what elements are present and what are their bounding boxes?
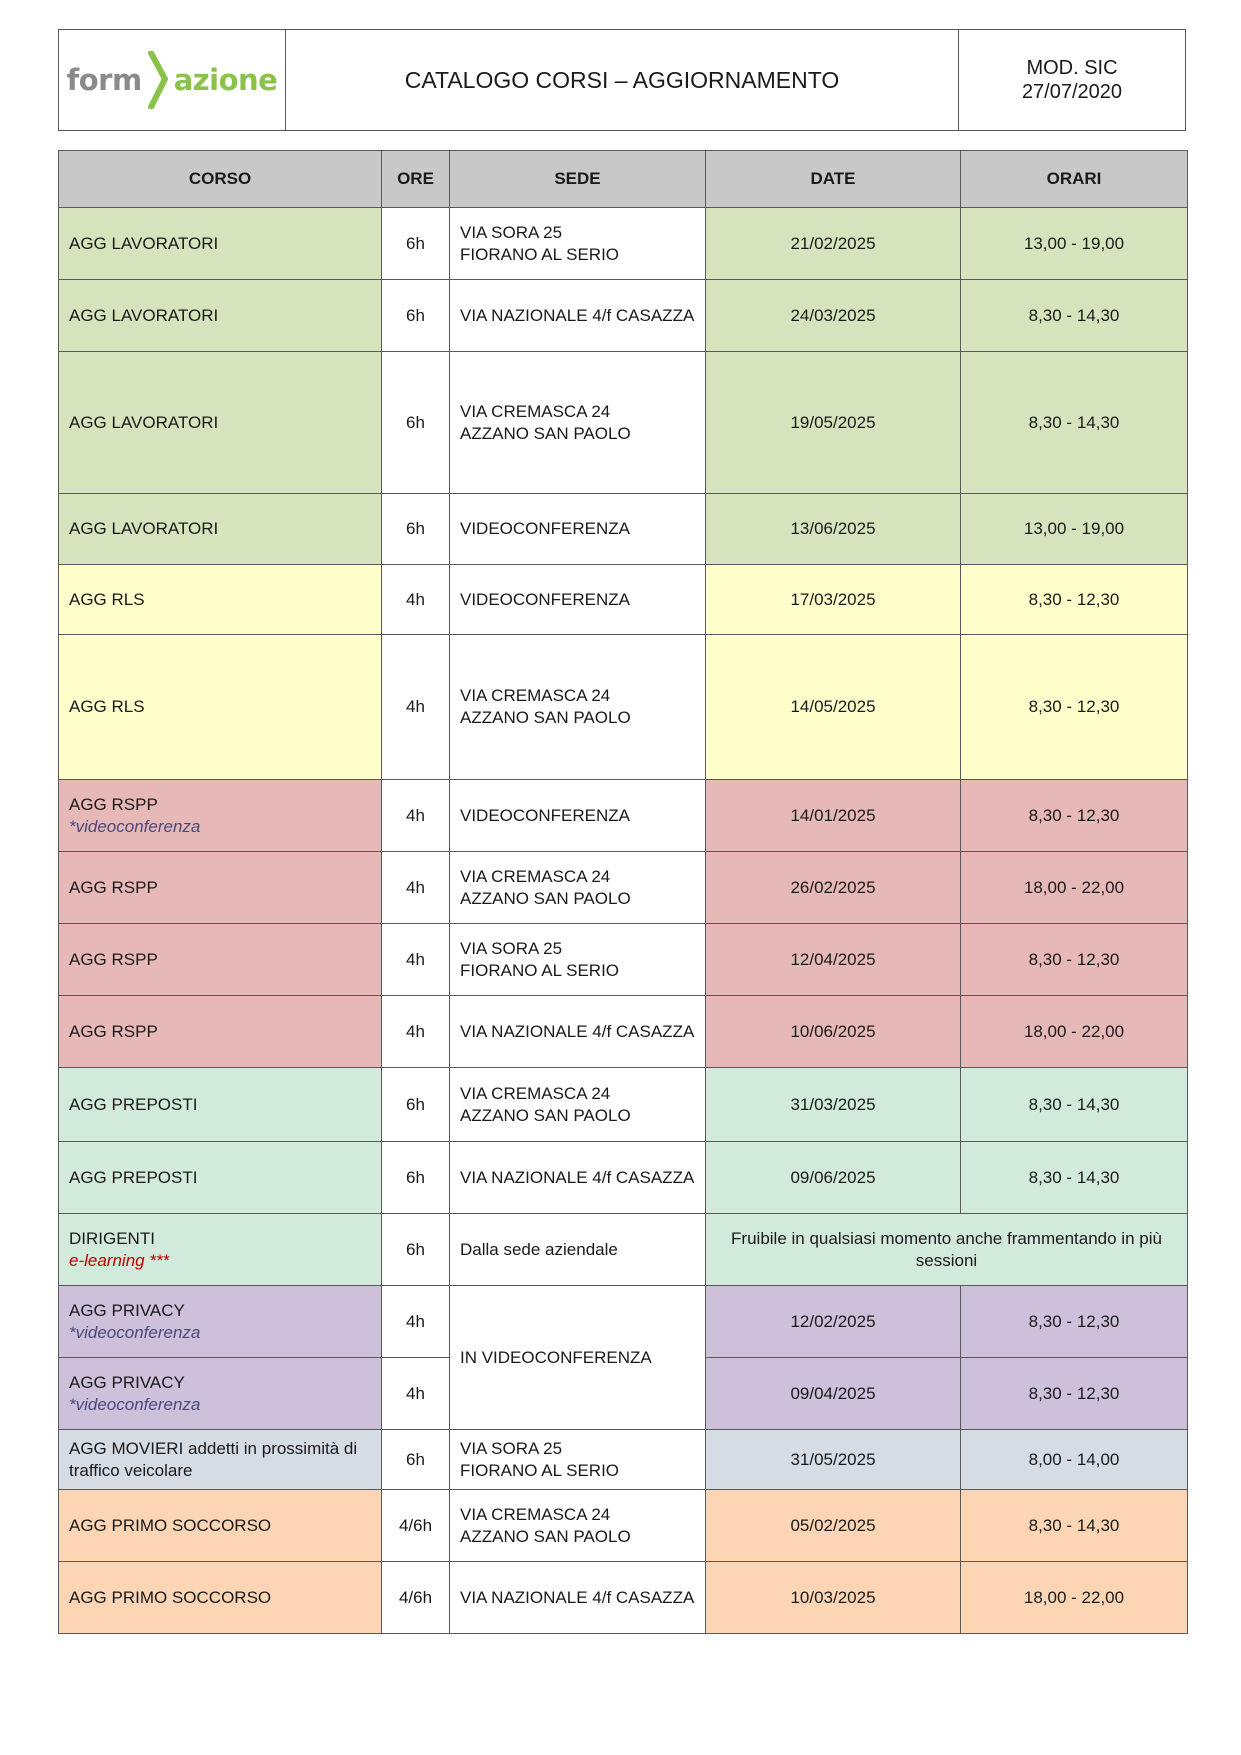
course-name: DIRIGENTI xyxy=(69,1228,155,1248)
sede-line: VIA NAZIONALE 4/f CASAZZA xyxy=(460,305,695,325)
sede-line: VIA NAZIONALE 4/f CASAZZA xyxy=(460,1021,695,1041)
cell-orari: 18,00 - 22,00 xyxy=(961,1562,1188,1634)
cell-corso: AGG PRIMO SOCCORSO xyxy=(59,1562,382,1634)
module-code: MOD. SIC xyxy=(1026,57,1118,79)
sede-line: IN VIDEOCONFERENZA xyxy=(460,1347,652,1367)
sede-line: VIA NAZIONALE 4/f CASAZZA xyxy=(460,1587,695,1607)
cell-sede xyxy=(450,1562,706,1634)
cell-sede xyxy=(450,208,706,280)
cell-orari: 8,30 - 14,30 xyxy=(961,1490,1188,1562)
sede-line: AZZANO SAN PAOLO xyxy=(460,423,631,443)
cell-sede xyxy=(450,1142,706,1214)
cell-ore: 4/6h xyxy=(382,1490,450,1562)
cell-date: 09/04/2025 xyxy=(706,1358,961,1430)
cell-ore: 6h xyxy=(382,1068,450,1142)
logo-text-form: form xyxy=(66,63,142,97)
cell-date: 14/01/2025 xyxy=(706,780,961,852)
cell-sede xyxy=(450,635,706,780)
cell-date: 31/05/2025 xyxy=(706,1430,961,1490)
sede-line: AZZANO SAN PAOLO xyxy=(460,1526,631,1546)
module-info xyxy=(959,30,1185,130)
cell-ore: 6h xyxy=(382,1214,450,1286)
cell-orari: 8,30 - 14,30 xyxy=(961,1142,1188,1214)
cell-sede xyxy=(450,1286,706,1430)
cell-sede xyxy=(450,280,706,352)
cell-date: 05/02/2025 xyxy=(706,1490,961,1562)
sede-line: VIA NAZIONALE 4/f CASAZZA xyxy=(460,1167,695,1187)
header-ore: ORE xyxy=(382,151,450,208)
cell-date: 17/03/2025 xyxy=(706,565,961,635)
table-row xyxy=(59,1490,1188,1562)
formazione-logo xyxy=(67,51,278,109)
cell-orari: 8,30 - 12,30 xyxy=(961,924,1188,996)
cell-orari: 18,00 - 22,00 xyxy=(961,852,1188,924)
cell-date: 26/02/2025 xyxy=(706,852,961,924)
cell-orari: 13,00 - 19,00 xyxy=(961,494,1188,565)
course-name: AGG RSPP xyxy=(69,794,158,814)
cell-sede xyxy=(450,494,706,565)
sede-line: VIDEOCONFERENZA xyxy=(460,805,631,825)
cell-date: 13/06/2025 xyxy=(706,494,961,565)
table-row xyxy=(59,565,1188,635)
table-row xyxy=(59,280,1188,352)
sede-line: AZZANO SAN PAOLO xyxy=(460,888,631,908)
cell-ore: 4h xyxy=(382,780,450,852)
logo-text-azione: azione xyxy=(173,63,278,97)
cell-ore: 6h xyxy=(382,352,450,494)
cell-sede xyxy=(450,924,706,996)
cell-corso: AGG RSPP xyxy=(59,852,382,924)
cell-date: 10/06/2025 xyxy=(706,996,961,1068)
sede-line: FIORANO AL SERIO xyxy=(460,1460,620,1480)
table-row xyxy=(59,208,1188,280)
cell-sede xyxy=(450,780,706,852)
document-header xyxy=(58,29,1186,131)
cell-corso xyxy=(59,1286,382,1358)
cell-orari: 8,30 - 12,30 xyxy=(961,635,1188,780)
header-orari: ORARI xyxy=(961,151,1188,208)
sede-line: VIDEOCONFERENZA xyxy=(460,589,631,609)
course-name: AGG PRIVACY xyxy=(69,1372,185,1392)
header-corso: CORSO xyxy=(59,151,382,208)
logo-cell xyxy=(59,30,286,130)
table-header-row xyxy=(59,151,1188,208)
cell-ore: 6h xyxy=(382,280,450,352)
table-row xyxy=(59,1286,1188,1358)
sede-line: AZZANO SAN PAOLO xyxy=(460,1105,631,1125)
cell-corso: AGG LAVORATORI xyxy=(59,280,382,352)
cell-date: 19/05/2025 xyxy=(706,352,961,494)
table-row xyxy=(59,1068,1188,1142)
cell-ore: 4h xyxy=(382,924,450,996)
table-row xyxy=(59,852,1188,924)
table-row xyxy=(59,1214,1188,1286)
course-note: e-learning *** xyxy=(69,1250,170,1270)
cell-sede xyxy=(450,996,706,1068)
cell-corso: AGG RLS xyxy=(59,635,382,780)
cell-date: 21/02/2025 xyxy=(706,208,961,280)
table-row xyxy=(59,635,1188,780)
course-note: *videoconferenza xyxy=(69,816,201,836)
cell-corso: AGG MOVIERI addetti in prossimità di traffico veicolare xyxy=(59,1430,382,1490)
table-row xyxy=(59,924,1188,996)
sede-line: AZZANO SAN PAOLO xyxy=(460,708,631,727)
sede-line: FIORANO AL SERIO xyxy=(460,960,620,980)
cell-sede xyxy=(450,1214,706,1286)
logo-swoosh-icon xyxy=(143,51,173,109)
cell-corso xyxy=(59,780,382,852)
cell-ore: 6h xyxy=(382,1142,450,1214)
sede-line: VIA SORA 25 xyxy=(460,1438,563,1458)
cell-sede xyxy=(450,852,706,924)
sede-line: VIDEOCONFERENZA xyxy=(460,519,631,538)
cell-corso xyxy=(59,1214,382,1286)
cell-ore: 4h xyxy=(382,996,450,1068)
table-row xyxy=(59,352,1188,494)
sede-line: FIORANO AL SERIO xyxy=(460,244,620,264)
sede-line: VIA CREMASCA 24 xyxy=(460,401,611,421)
cell-ore: 4h xyxy=(382,1358,450,1430)
table-row xyxy=(59,1430,1188,1490)
course-name: AGG PRIVACY xyxy=(69,1300,185,1320)
cell-sede xyxy=(450,1490,706,1562)
cell-orari: 8,30 - 12,30 xyxy=(961,565,1188,635)
cell-orari: 8,30 - 12,30 xyxy=(961,1358,1188,1430)
cell-orari: 8,00 - 14,00 xyxy=(961,1430,1188,1490)
cell-orari: 8,30 - 12,30 xyxy=(961,780,1188,852)
cell-ore: 6h xyxy=(382,494,450,565)
sede-line: VIA CREMASCA 24 xyxy=(460,1083,611,1103)
cell-corso: AGG PREPOSTI xyxy=(59,1142,382,1214)
cell-date: 12/04/2025 xyxy=(706,924,961,996)
table-row xyxy=(59,996,1188,1068)
sede-line: Dalla sede aziendale xyxy=(460,1239,618,1259)
course-note: *videoconferenza xyxy=(69,1322,201,1342)
cell-corso: AGG LAVORATORI xyxy=(59,352,382,494)
cell-corso: AGG RSPP xyxy=(59,924,382,996)
course-note: *videoconferenza xyxy=(69,1394,201,1414)
cell-corso: AGG LAVORATORI xyxy=(59,494,382,565)
cell-orari: 8,30 - 14,30 xyxy=(961,352,1188,494)
cell-orari: 8,30 - 14,30 xyxy=(961,280,1188,352)
cell-orari: 8,30 - 14,30 xyxy=(961,1068,1188,1142)
cell-date: 31/03/2025 xyxy=(706,1068,961,1142)
cell-orari: 18,00 - 22,00 xyxy=(961,996,1188,1068)
cell-date: 24/03/2025 xyxy=(706,280,961,352)
cell-ore: 4h xyxy=(382,852,450,924)
cell-sede xyxy=(450,565,706,635)
cell-date: 14/05/2025 xyxy=(706,635,961,780)
module-date: 27/07/2020 xyxy=(1021,81,1123,103)
cell-ore: 6h xyxy=(382,1430,450,1490)
cell-corso: AGG RSPP xyxy=(59,996,382,1068)
table-row xyxy=(59,1142,1188,1214)
header-sede: SEDE xyxy=(450,151,706,208)
cell-sede xyxy=(450,352,706,494)
cell-sede xyxy=(450,1068,706,1142)
cell-corso xyxy=(59,1358,382,1430)
cell-ore: 4h xyxy=(382,565,450,635)
courses-table xyxy=(58,150,1188,1634)
cell-ore: 4/6h xyxy=(382,1562,450,1634)
sede-line: VIA CREMASCA 24 xyxy=(460,866,611,886)
cell-date: 10/03/2025 xyxy=(706,1562,961,1634)
cell-orari: 13,00 - 19,00 xyxy=(961,208,1188,280)
sede-line: VIA SORA 25 xyxy=(460,938,563,958)
cell-corso: AGG LAVORATORI xyxy=(59,208,382,280)
cell-date-orari-merged: Fruibile in qualsiasi momento anche frammentando in più sessioni xyxy=(706,1214,1188,1286)
cell-date: 09/06/2025 xyxy=(706,1142,961,1214)
cell-corso: AGG RLS xyxy=(59,565,382,635)
cell-sede xyxy=(450,1430,706,1490)
sede-line: VIA CREMASCA 24 xyxy=(460,1504,611,1524)
table-row xyxy=(59,780,1188,852)
header-date: DATE xyxy=(706,151,961,208)
table-row xyxy=(59,494,1188,565)
cell-date: 12/02/2025 xyxy=(706,1286,961,1358)
sede-line: VIA CREMASCA 24 xyxy=(460,686,611,705)
cell-ore: 4h xyxy=(382,1286,450,1358)
cell-corso: AGG PRIMO SOCCORSO xyxy=(59,1490,382,1562)
cell-corso: AGG PREPOSTI xyxy=(59,1068,382,1142)
document-title: CATALOGO CORSI – AGGIORNAMENTO xyxy=(286,30,959,130)
cell-orari: 8,30 - 12,30 xyxy=(961,1286,1188,1358)
sede-line: VIA SORA 25 xyxy=(460,222,563,242)
cell-ore: 6h xyxy=(382,208,450,280)
table-row xyxy=(59,1562,1188,1634)
cell-ore: 4h xyxy=(382,635,450,780)
